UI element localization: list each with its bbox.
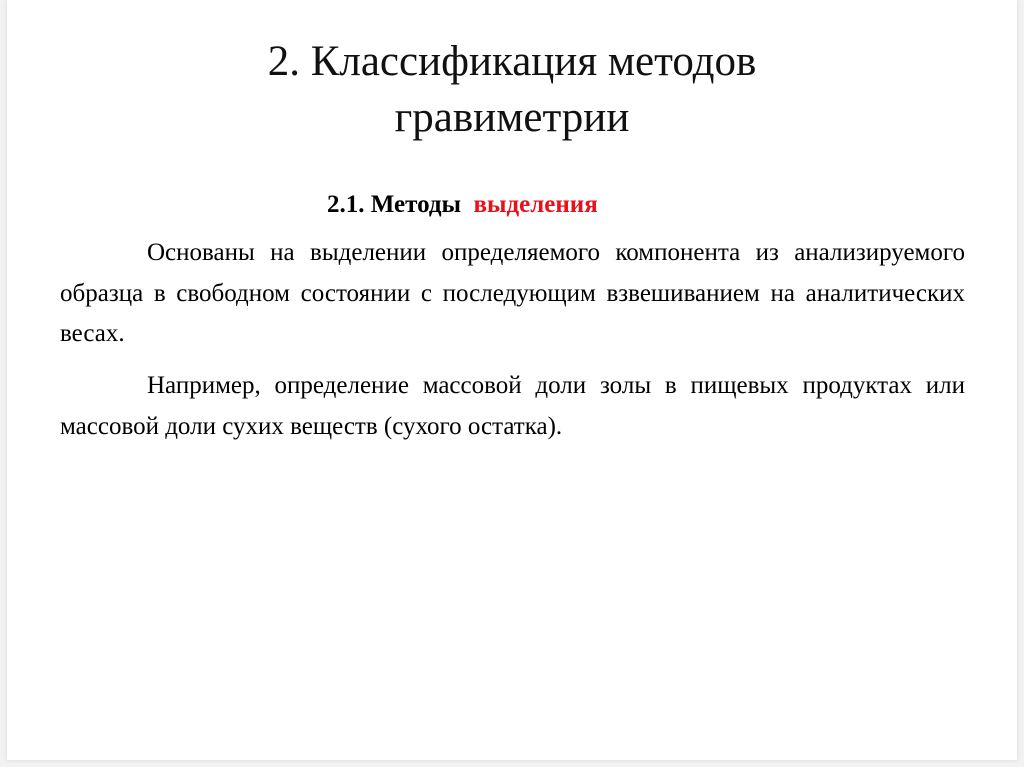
paragraph-example: [60, 366, 965, 447]
subtitle-prefix: 2.1. Методы: [327, 191, 462, 218]
slide: [7, 0, 1017, 760]
paragraph-example-text: Например, определение массовой доли золы в пищевых продуктах или массовой доли сухих веществ (сухого остатка).: [60, 372, 965, 440]
subtitle-accent: выделения: [473, 191, 598, 218]
paragraph-definition: [60, 233, 965, 355]
slide-title: [7, 34, 1017, 146]
title-line-1: 2. Классификация методов: [267, 38, 757, 85]
section-subtitle: [327, 188, 598, 222]
paragraph-definition-text: Основаны на выделении определяемого компонента из анализируемого образца в свободном состоянии с последующим взвешиванием на аналитических весах.: [60, 239, 965, 347]
title-line-2: гравиметрии: [394, 94, 630, 141]
